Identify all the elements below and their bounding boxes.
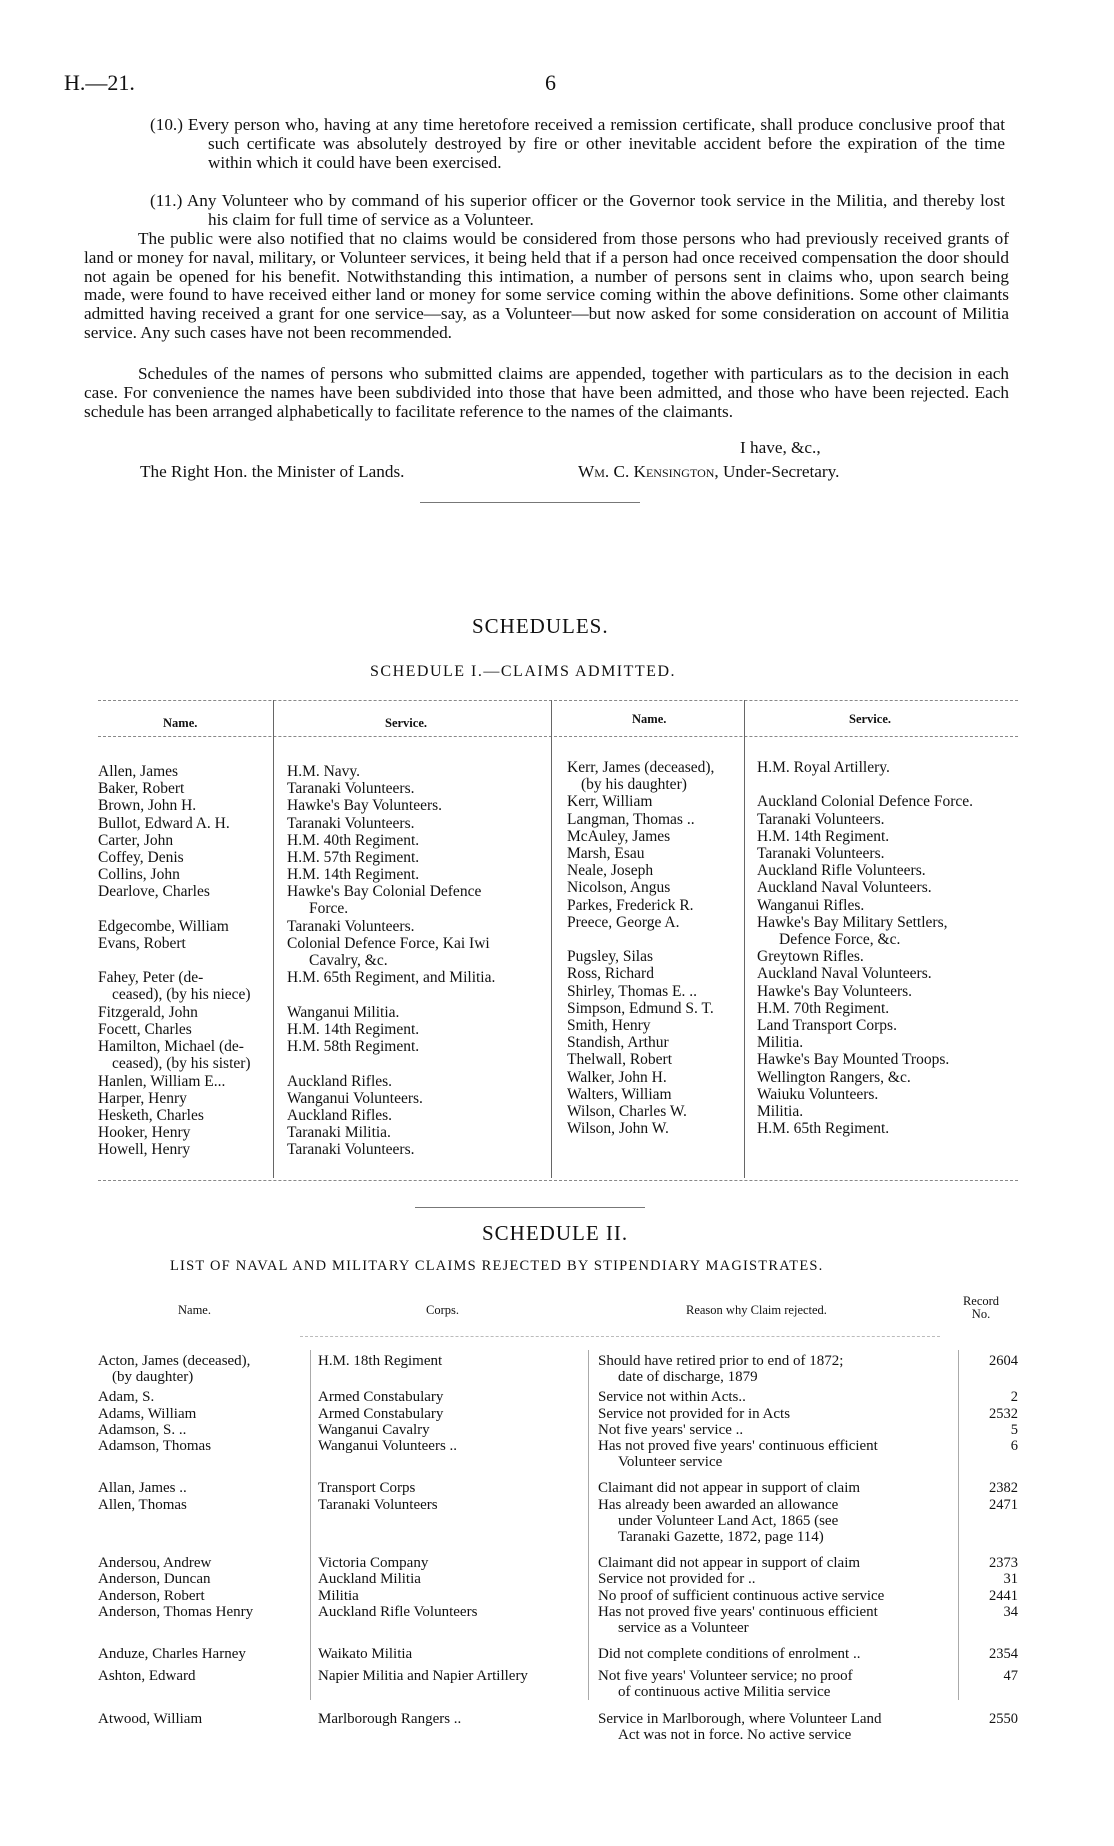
schedule1-name: Parkes, Frederick R. bbox=[567, 896, 694, 914]
schedule1-service: Auckland Naval Volunteers. bbox=[757, 879, 932, 897]
schedule1-name: Brown, John H. bbox=[98, 797, 197, 815]
schedule1-name: Kerr, James (deceased), bbox=[567, 759, 715, 776]
schedule2-corps: Wanganui Volunteers .. bbox=[318, 1438, 458, 1454]
schedule1-name-cont: ceased), (by his niece) bbox=[112, 986, 251, 1004]
schedule1-name: Shirley, Thomas E. .. bbox=[567, 982, 698, 1000]
schedule1-service: Taranaki Volunteers. bbox=[287, 814, 415, 832]
schedule2-name: Adamson, Thomas bbox=[98, 1438, 212, 1454]
schedule2-record: 47 bbox=[1003, 1668, 1018, 1685]
schedule1-service: H.M. Royal Artillery. bbox=[757, 759, 890, 776]
schedule2-reason: No proof of sufficient continuous active service bbox=[598, 1587, 885, 1604]
schedule1-name-cont: ceased), (by his sister) bbox=[112, 1055, 251, 1073]
schedule2-corps: Waikato Militia bbox=[318, 1646, 413, 1663]
schedule1-service: Taranaki Volunteers. bbox=[757, 810, 885, 828]
schedules-paragraph: Schedules of the names of persons who submitted claims are appended, together with particulars as to the decision in each case. For convenience the names have been subdivided into those that have been admitted, and those who have been rejected. Each schedule has been arranged alphabetically to facilitate reference to the names of the claimants. bbox=[84, 364, 1009, 421]
schedule1-divider-1 bbox=[273, 700, 274, 1178]
schedule1-name: Fitzgerald, John bbox=[98, 1003, 198, 1021]
schedule1-col-service-right: Service. bbox=[849, 712, 891, 726]
schedule1-service: H.M. 14th Regiment. bbox=[287, 866, 420, 884]
schedule2-name: Adam, S. bbox=[98, 1389, 155, 1406]
schedule1-service: H.M. 65th Regiment. bbox=[757, 1120, 890, 1138]
schedule2-name: Allan, James .. bbox=[98, 1480, 187, 1497]
schedule2-corps: Wanganui Cavalry bbox=[318, 1421, 430, 1438]
schedule2-record: 6 bbox=[1010, 1438, 1018, 1454]
schedule1-service: Taranaki Volunteers. bbox=[287, 780, 415, 798]
schedule2-reason-cont: date of discharge, 1879 bbox=[618, 1369, 758, 1385]
schedule2-name: Atwood, William bbox=[98, 1710, 203, 1727]
addressee: The Right Hon. the Minister of Lands. bbox=[140, 462, 405, 481]
schedule2-reason: Did not complete conditions of enrolment .. bbox=[598, 1646, 861, 1663]
schedule2-name-cont: (by daughter) bbox=[112, 1369, 194, 1385]
schedule1-service: Wanganui Volunteers. bbox=[287, 1089, 423, 1107]
schedule2-subtitle: LIST OF NAVAL AND MILITARY CLAIMS REJECTED BY STIPENDIARY MAGISTRATES. bbox=[170, 1258, 824, 1274]
schedule2-record: 2 bbox=[1010, 1389, 1018, 1406]
schedule1-service: H.M. 14th Regiment. bbox=[287, 1021, 420, 1038]
schedule2-name: Ashton, Edward bbox=[98, 1668, 196, 1685]
schedule2-col-reason: Reason why Claim rejected. bbox=[686, 1303, 827, 1317]
section-divider bbox=[420, 502, 640, 503]
schedule1-service: Auckland Naval Volunteers. bbox=[757, 965, 932, 983]
schedule1-service: H.M. 65th Regiment, and Militia. bbox=[287, 969, 496, 987]
schedule1-name: Ross, Richard bbox=[567, 965, 654, 983]
schedule1-name: Pugsley, Silas bbox=[567, 948, 653, 966]
schedule2-title: SCHEDULE II. bbox=[482, 1221, 629, 1245]
schedule2-name: Anduze, Charles Harney bbox=[98, 1646, 246, 1663]
schedule1-name: Hanlen, William E... bbox=[98, 1072, 226, 1090]
schedule1-divider-3 bbox=[744, 700, 745, 1178]
schedule2-reason: Service not within Acts.. bbox=[598, 1389, 746, 1406]
schedule1-divider-2 bbox=[551, 700, 552, 1178]
schedule2-divider-1 bbox=[310, 1350, 311, 1700]
schedule1-service: Hawke's Bay Colonial Defence bbox=[287, 883, 482, 901]
schedule2-name: Andersou, Andrew bbox=[98, 1555, 212, 1572]
schedule1-name: McAuley, James bbox=[567, 827, 671, 845]
schedule1-col-name-left: Name. bbox=[163, 716, 198, 730]
schedule1-service: Land Transport Corps. bbox=[757, 1017, 897, 1034]
schedule2-col-name: Name. bbox=[178, 1303, 211, 1317]
schedule2-record: 31 bbox=[1003, 1571, 1018, 1588]
schedule1-service: Greytown Rifles. bbox=[757, 948, 864, 966]
schedule1-name: Allen, James bbox=[98, 763, 179, 780]
schedule1-service-cont: Cavalry, &c. bbox=[309, 952, 388, 969]
schedule2-corps: Militia bbox=[318, 1587, 359, 1604]
schedule2-name: Adamson, S. .. bbox=[98, 1421, 187, 1438]
schedule1-col-name-right: Name. bbox=[632, 712, 667, 726]
schedule2-name: Anderson, Thomas Henry bbox=[98, 1603, 254, 1620]
schedule1-name: Hesketh, Charles bbox=[98, 1107, 204, 1124]
schedule1-name: Simpson, Edmund S. T. bbox=[567, 999, 714, 1017]
signature-name: Kensington bbox=[633, 462, 715, 481]
schedule2-record: 2373 bbox=[989, 1555, 1018, 1572]
schedule1-service: Wanganui Rifles. bbox=[757, 896, 865, 914]
schedule1-service: Hawke's Bay Volunteers. bbox=[287, 797, 443, 815]
schedule1-service: Wellington Rangers, &c. bbox=[757, 1068, 911, 1086]
schedule1-name: Wilson, Charles W. bbox=[567, 1103, 687, 1120]
schedule1-service: H.M. 70th Regiment. bbox=[757, 999, 890, 1017]
schedule2-name: Acton, James (deceased), bbox=[98, 1353, 251, 1369]
schedule2-corps: Marlborough Rangers .. bbox=[318, 1710, 462, 1727]
schedule1-top-rule bbox=[98, 700, 1018, 701]
schedule2-divider-2 bbox=[588, 1350, 589, 1700]
schedule2-col-corps: Corps. bbox=[426, 1303, 459, 1317]
schedule1-bottom-rule bbox=[98, 1180, 1018, 1181]
schedule2-record: 2441 bbox=[989, 1587, 1018, 1604]
schedule1-name: Walters, William bbox=[567, 1085, 672, 1103]
schedule2-record: 2604 bbox=[989, 1353, 1018, 1369]
schedule1-service: Taranaki Volunteers. bbox=[757, 845, 885, 862]
schedule2-reason-cont: Taranaki Gazette, 1872, page 114) bbox=[618, 1528, 824, 1545]
schedule2-reason: Should have retired prior to end of 1872; bbox=[598, 1353, 844, 1369]
schedule1-name: Smith, Henry bbox=[567, 1017, 651, 1034]
schedule2-reason-cont: Act was not in force. No active service bbox=[618, 1726, 852, 1743]
schedule2-corps: Victoria Company bbox=[318, 1555, 429, 1572]
schedule1-service-cont: Defence Force, &c. bbox=[779, 930, 901, 948]
schedule2-name: Anderson, Duncan bbox=[98, 1571, 211, 1588]
schedule1-name: Marsh, Esau bbox=[567, 845, 645, 862]
schedule1-name: Howell, Henry bbox=[98, 1141, 191, 1159]
schedule1-name: Thelwall, Robert bbox=[567, 1051, 673, 1069]
schedule1-service: Waiuku Volunteers. bbox=[757, 1085, 879, 1103]
schedule1-name: Fahey, Peter (de- bbox=[98, 969, 204, 987]
schedule1-col-service-left: Service. bbox=[385, 716, 427, 730]
schedule1-name: Harper, Henry bbox=[98, 1089, 187, 1107]
schedule1-service: Wanganui Militia. bbox=[287, 1003, 400, 1021]
schedule1-name: Coffey, Denis bbox=[98, 849, 184, 866]
schedule1-service-cont: Force. bbox=[309, 900, 349, 918]
schedule2-corps: Napier Militia and Napier Artillery bbox=[318, 1668, 528, 1685]
schedule1-name: Bullot, Edward A. H. bbox=[98, 814, 230, 832]
schedule1-name: Hooker, Henry bbox=[98, 1124, 191, 1142]
schedule2-reason-cont: under Volunteer Land Act, 1865 (see bbox=[618, 1512, 839, 1529]
signature bbox=[578, 462, 839, 482]
schedule1-name: Nicolson, Angus bbox=[567, 879, 671, 897]
schedule2-record: 2471 bbox=[989, 1496, 1018, 1513]
schedule1-service: Hawke's Bay Mounted Troops. bbox=[757, 1051, 950, 1069]
schedule1-service: Colonial Defence Force, Kai Iwi bbox=[287, 935, 490, 952]
schedule1-service: H.M. 14th Regiment. bbox=[757, 827, 890, 845]
schedule2-corps: Taranaki Volunteers bbox=[318, 1496, 438, 1513]
schedule1-name: Edgecombe, William bbox=[98, 917, 229, 935]
schedule1-name: Wilson, John W. bbox=[567, 1120, 669, 1138]
schedule2-record: 34 bbox=[1003, 1603, 1018, 1620]
schedule1-name: Standish, Arthur bbox=[567, 1034, 669, 1052]
schedule1-name: Collins, John bbox=[98, 866, 180, 884]
schedule1-name: Hamilton, Michael (de- bbox=[98, 1038, 244, 1056]
schedule2-reason: Has not proved five years' continuous efficient bbox=[598, 1603, 878, 1620]
schedule2-reason: Has not proved five years' continuous efficient bbox=[598, 1438, 878, 1454]
schedule1-name: Carter, John bbox=[98, 831, 174, 849]
schedule1-name: Baker, Robert bbox=[98, 780, 185, 798]
schedule2-record: 5 bbox=[1010, 1421, 1018, 1438]
schedule2-corps: Transport Corps bbox=[318, 1480, 416, 1497]
schedule2-reason: Not five years' Volunteer service; no proof bbox=[598, 1668, 853, 1685]
document-reference: H.—21. bbox=[64, 70, 135, 95]
signature-prefix: Wm. C. bbox=[578, 462, 630, 481]
schedule1-service: Militia. bbox=[757, 1034, 804, 1052]
schedule1-name: Neale, Joseph bbox=[567, 862, 654, 880]
schedule1-service: Hawke's Bay Military Settlers, bbox=[757, 913, 948, 931]
schedule1-service: H.M. Navy. bbox=[287, 763, 361, 780]
schedule2-reason-cont: service as a Volunteer bbox=[618, 1619, 749, 1636]
schedule1-service: H.M. 40th Regiment. bbox=[287, 831, 420, 849]
schedules-title: SCHEDULES. bbox=[472, 614, 609, 638]
schedule2-reason: Claimant did not appear in support of claim bbox=[598, 1480, 861, 1497]
schedule2-reason: Service in Marlborough, where Volunteer Land bbox=[598, 1710, 882, 1727]
schedule1-name: Walker, John H. bbox=[567, 1068, 667, 1086]
schedule1-name: Langman, Thomas .. bbox=[567, 810, 695, 828]
schedule1-service: Taranaki Militia. bbox=[287, 1124, 391, 1142]
schedule2-name: Anderson, Robert bbox=[98, 1587, 205, 1604]
schedule2-name: Adams, William bbox=[98, 1405, 197, 1422]
schedule2-corps: Auckland Rifle Volunteers bbox=[318, 1603, 478, 1620]
schedule1-service: H.M. 58th Regiment. bbox=[287, 1038, 420, 1056]
schedule2-name: Allen, Thomas bbox=[98, 1496, 187, 1513]
schedule1-service: Militia. bbox=[757, 1103, 804, 1120]
schedule1-service: Auckland Colonial Defence Force. bbox=[757, 793, 974, 811]
schedule2-reason: Service not provided for .. bbox=[598, 1571, 756, 1588]
closing-line: I have, &c., bbox=[740, 438, 821, 457]
schedule2-reason-cont: Volunteer service bbox=[618, 1454, 723, 1470]
schedule1-service: H.M. 57th Regiment. bbox=[287, 849, 420, 866]
schedule1-service: Auckland Rifle Volunteers. bbox=[757, 862, 926, 880]
schedule2-record: 2550 bbox=[989, 1710, 1018, 1727]
schedule2-reason: Not five years' service .. bbox=[598, 1421, 744, 1438]
schedule1-service: Taranaki Volunteers. bbox=[287, 1141, 415, 1159]
schedule1-name-cont: (by his daughter) bbox=[581, 776, 687, 793]
page-number: 6 bbox=[545, 70, 556, 95]
schedule2-reason: Claimant did not appear in support of claim bbox=[598, 1555, 861, 1572]
schedule1-service: Auckland Rifles. bbox=[287, 1072, 393, 1090]
schedule1-header-rule bbox=[98, 736, 1018, 737]
schedule2-corps: Auckland Militia bbox=[318, 1571, 421, 1588]
schedule1-name: Preece, George A. bbox=[567, 913, 680, 931]
signature-title: , Under-Secretary. bbox=[714, 462, 840, 481]
schedule1-name: Kerr, William bbox=[567, 793, 653, 811]
schedule2-col-record: Record No. bbox=[962, 1294, 1000, 1321]
schedule1-service: Taranaki Volunteers. bbox=[287, 917, 415, 935]
schedule2-reason: Has already been awarded an allowance bbox=[598, 1496, 839, 1513]
schedule1-name: Evans, Robert bbox=[98, 935, 186, 952]
schedule2-header-rule bbox=[300, 1336, 940, 1337]
condition-item-11: (11.) Any Volunteer who by command of his superior officer or the Governor took service in the Militia, and thereby lost his claim for full time of service as a Volunteer. bbox=[150, 191, 1005, 229]
schedule1-name: Focett, Charles bbox=[98, 1021, 192, 1038]
condition-item-10: (10.) Every person who, having at any time heretofore received a remission certificate, shall produce conclusive proof that such certificate was absolutely destroyed by fire or other inevitable accident before the expiration of the time within which it could have been exercised. bbox=[150, 115, 1005, 172]
schedule1-title: SCHEDULE I.—CLAIMS ADMITTED. bbox=[370, 663, 676, 680]
schedule2-record: 2382 bbox=[989, 1480, 1018, 1497]
schedule1-service: Auckland Rifles. bbox=[287, 1107, 393, 1124]
schedule2-corps: Armed Constabulary bbox=[318, 1405, 444, 1422]
schedule2-corps: H.M. 18th Regiment bbox=[318, 1353, 443, 1369]
schedule1-service: Hawke's Bay Volunteers. bbox=[757, 982, 913, 1000]
schedule1-name: Dearlove, Charles bbox=[98, 883, 210, 901]
schedule2-reason: Service not provided for in Acts bbox=[598, 1405, 791, 1422]
notification-paragraph: The public were also notified that no claims would be considered from those persons who had previously received grants of land or money for naval, military, or Volunteer services, it being held that if a person had once received compensation the door should not again be opened for his benefit. Notwithstanding this intimation, a number of persons sent in claims who, upon search being made, were found to have received either land or money for some service coming within the above definitions. Some other claimants admitted having received a grant for one service—say, as a Volunteer—but now asked for some consideration on account of Militia service. Any such cases have not been recommended. bbox=[84, 229, 1009, 342]
schedule2-record: 2532 bbox=[989, 1405, 1018, 1422]
schedule2-corps: Armed Constabulary bbox=[318, 1389, 444, 1406]
schedule2-record: 2354 bbox=[989, 1646, 1018, 1663]
schedule2-reason-cont: of continuous active Militia service bbox=[618, 1684, 831, 1701]
schedule-divider bbox=[415, 1207, 645, 1208]
